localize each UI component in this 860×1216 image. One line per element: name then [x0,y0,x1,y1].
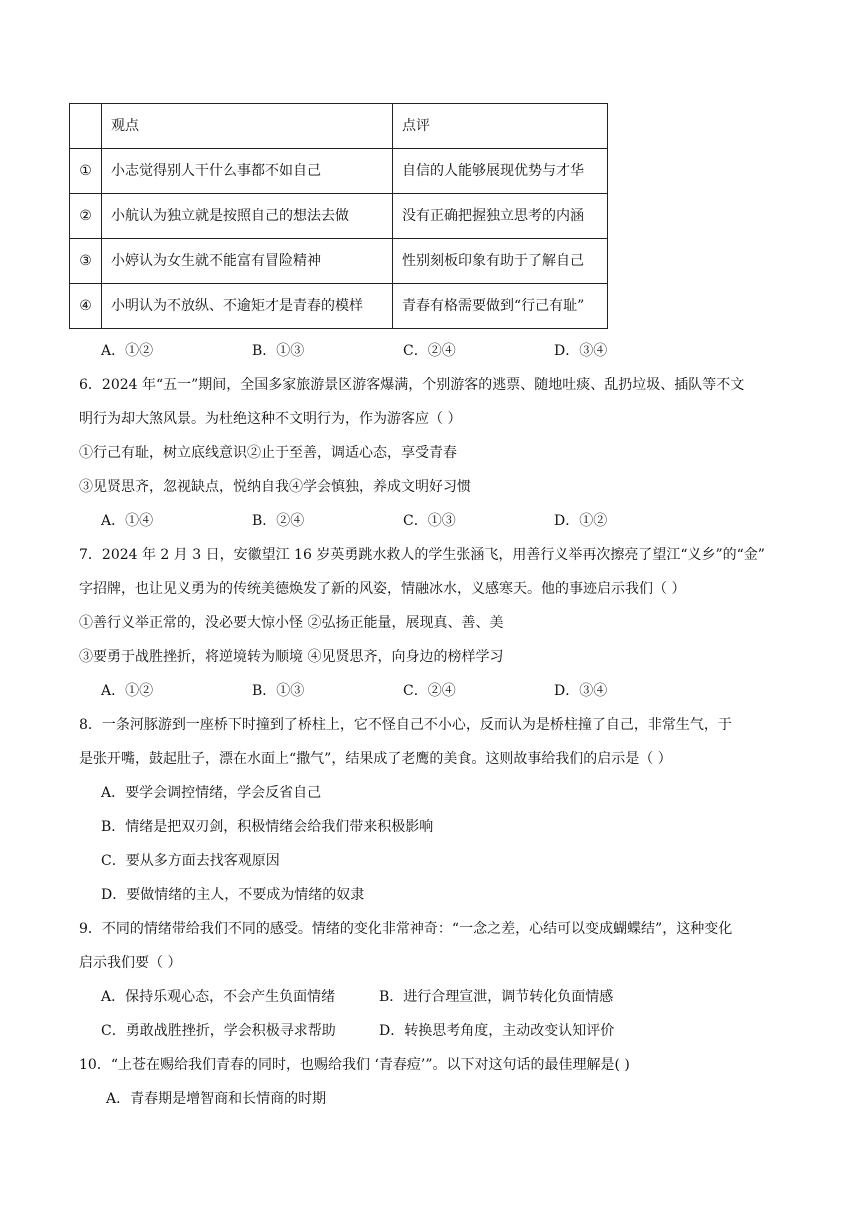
table-cell-view: 小婷认为女生就不能富有冒险精神 [102,239,393,284]
table-row [70,149,608,194]
q7-option-c: C．②④ [403,683,456,699]
q10-stem: 10．“上苍在赐给我们青春的同时，也赐给我们 ‘青春痘’”。以下对这句话的最佳理解是( ) [79,1057,630,1073]
q6-option-b: B．②④ [252,513,305,529]
table-header-num [70,104,102,149]
q5-option-a: A．①② [101,343,154,359]
table-cell-comment: 性别刻板印象有助于了解自己 [393,239,608,284]
q5-option-d: D．③④ [554,343,608,359]
q7-option-d: D．③④ [554,683,608,699]
q5-option-b: B．①③ [252,343,305,359]
q9-option-c: C．勇敢战胜挫折，学会积极寻求帮助 [101,1023,336,1039]
q6-options [101,511,607,531]
q5-options [101,341,607,361]
q8-stem-line2: 是张开嘴，鼓起肚子，漂在水面上“撒气”，结果成了老鹰的美食。这则故事给我们的启示是（ ） [79,751,672,767]
table-row [70,239,608,284]
table-cell-num: ③ [70,239,102,284]
q10-option-a: A．青春期是增智商和长情商的时期 [106,1091,327,1107]
q6-item-line1: ①行己有耻，树立底线意识②止于至善，调适心态，享受青春 [79,445,457,461]
q7-stem-line1: 7．2024 年 2 月 3 日，安徽望江 16 岁英勇跳水救人的学生张涵飞，用善行义举再次擦亮了望江“义乡”的“金” [79,547,765,563]
table-cell-view: 小志觉得别人干什么事都不如自己 [102,149,393,194]
table-header-view: 观点 [102,104,393,149]
q9-stem-line1: 9．不同的情绪带给我们不同的感受。情绪的变化非常神奇：“一念之差，心结可以变成蝴蝶结”，这种变化 [79,921,733,937]
q8-option-c: C．要从多方面去找客观原因 [101,853,280,869]
table-cell-comment: 青春有格需要做到“行己有耻” [393,284,608,329]
q9-option-d: D．转换思考角度，主动改变认知评价 [379,1023,615,1039]
table-cell-view: 小明认为不放纵、不逾矩才是青春的模样 [102,284,393,329]
q8-stem-line1: 8．一条河豚游到一座桥下时撞到了桥柱上，它不怪自己不小心，反而认为是桥柱撞了自己，非常生气，于 [79,717,732,733]
q9-stem-line2: 启示我们要（ ） [79,955,182,971]
q7-option-a: A．①② [101,683,154,699]
q7-item-line1: ①善行义举正常的，没必要大惊小怪 ②弘扬正能量，展现真、善、美 [79,615,504,631]
q8-option-b: B．情绪是把双刃剑，积极情绪会给我们带来积极影响 [101,819,434,835]
q8-option-d: D．要做情绪的主人，不要成为情绪的奴隶 [101,887,365,903]
q6-option-d: D．①② [554,513,608,529]
table-row [70,284,608,329]
q6-item-line2: ③见贤思齐，忽视缺点，悦纳自我④学会慎独，养成文明好习惯 [79,479,471,495]
table-cell-num: ④ [70,284,102,329]
q8-option-a: A．要学会调控情绪，学会反省自己 [101,785,322,801]
q6-option-a: A．①④ [101,513,154,529]
table-cell-view: 小航认为独立就是按照自己的想法去做 [102,194,393,239]
table-cell-comment: 自信的人能够展现优势与才华 [393,149,608,194]
viewpoint-table [69,103,608,329]
q6-option-c: C．①③ [403,513,456,529]
q6-stem-line2: 明行为却大煞风景。为杜绝这种不文明行为，作为游客应（ ） [79,411,462,427]
q9-option-a: A．保持乐观心态，不会产生负面情绪 [101,989,336,1005]
table-cell-comment: 没有正确把握独立思考的内涵 [393,194,608,239]
q6-stem-line1: 6．2024 年“五一”期间，全国多家旅游景区游客爆满，个别游客的逃票、随地吐痰、乱扔垃圾、插队等不文 [79,377,745,393]
table-header-comment: 点评 [393,104,608,149]
q9-options-row1 [101,987,613,1007]
q7-options [101,681,607,701]
table-cell-num: ① [70,149,102,194]
table-header-row [70,104,608,149]
q5-option-c: C．②④ [403,343,456,359]
table-row [70,194,608,239]
q9-option-b: B．进行合理宣泄，调节转化负面情感 [379,989,614,1005]
table-cell-num: ② [70,194,102,239]
q9-options-row2 [101,1021,614,1041]
q7-stem-line2: 字招牌，也让见义勇为的传统美德焕发了新的风姿，情融冰水，义感寒天。他的事迹启示我们（ ） [79,581,686,597]
q7-option-b: B．①③ [252,683,305,699]
q7-item-line2: ③要勇于战胜挫折，将逆境转为顺境 ④见贤思齐，向身边的榜样学习 [79,649,504,665]
